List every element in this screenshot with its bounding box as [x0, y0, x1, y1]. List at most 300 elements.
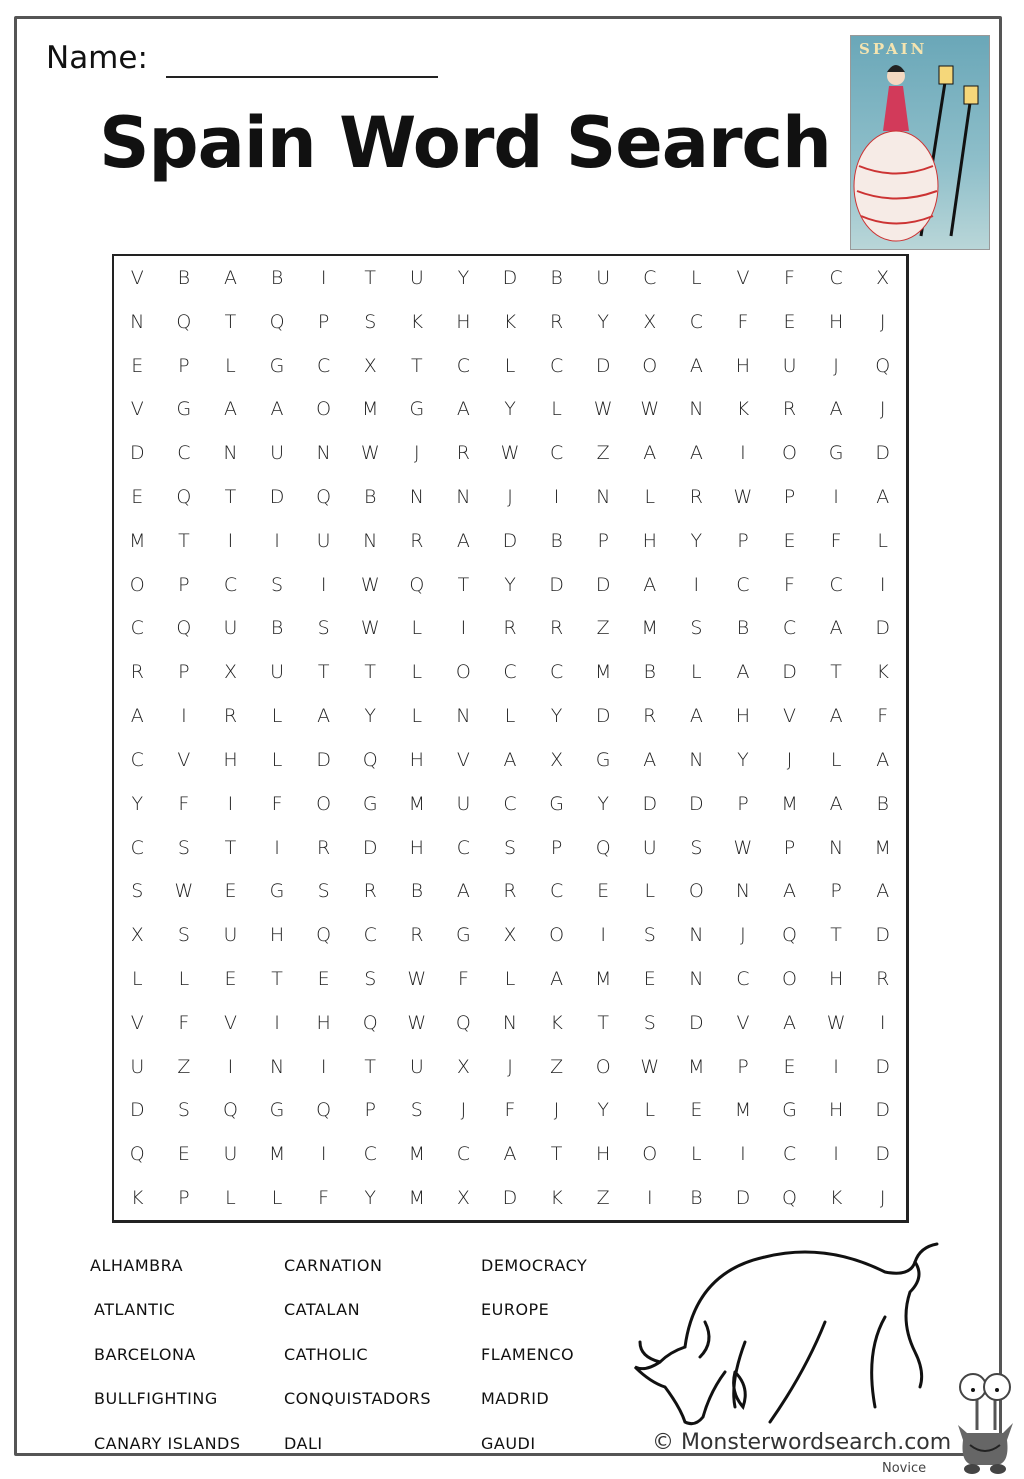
- grid-cell[interactable]: Y: [457, 266, 470, 289]
- grid-cell[interactable]: S: [271, 573, 284, 596]
- grid-cell[interactable]: N: [689, 967, 704, 990]
- grid-cell[interactable]: A: [223, 398, 237, 421]
- grid-cell[interactable]: T: [271, 967, 283, 990]
- grid-cell[interactable]: E: [783, 310, 796, 333]
- grid-cell[interactable]: Z: [177, 1055, 191, 1078]
- grid-cell[interactable]: T: [364, 661, 377, 684]
- grid-cell[interactable]: A: [689, 354, 703, 377]
- grid-cell[interactable]: D: [362, 836, 378, 859]
- grid-cell[interactable]: I: [274, 1011, 280, 1034]
- grid-cell[interactable]: C: [456, 354, 471, 377]
- grid-cell[interactable]: G: [269, 354, 285, 377]
- grid-cell[interactable]: R: [410, 529, 424, 552]
- grid-cell[interactable]: R: [549, 310, 564, 333]
- grid-cell[interactable]: T: [317, 661, 330, 684]
- grid-cell[interactable]: N: [456, 485, 471, 508]
- grid-cell[interactable]: K: [736, 398, 750, 421]
- grid-cell[interactable]: M: [408, 1187, 426, 1210]
- grid-cell[interactable]: O: [316, 792, 332, 815]
- grid-cell[interactable]: F: [178, 1011, 190, 1034]
- grid-cell[interactable]: V: [736, 266, 750, 289]
- grid-cell[interactable]: H: [409, 748, 424, 771]
- grid-cell[interactable]: E: [317, 967, 330, 990]
- grid-cell[interactable]: A: [643, 748, 657, 771]
- grid-cell[interactable]: G: [362, 792, 378, 815]
- grid-cell[interactable]: C: [456, 836, 471, 859]
- grid-cell[interactable]: Q: [129, 1143, 145, 1166]
- grid-cell[interactable]: U: [782, 354, 797, 377]
- grid-cell[interactable]: E: [643, 967, 656, 990]
- grid-cell[interactable]: V: [223, 1011, 237, 1034]
- grid-cell[interactable]: I: [320, 1055, 327, 1078]
- grid-cell[interactable]: H: [409, 836, 424, 859]
- grid-cell[interactable]: I: [879, 573, 886, 596]
- grid-cell[interactable]: W: [360, 617, 380, 640]
- grid-cell[interactable]: O: [455, 661, 471, 684]
- grid-cell[interactable]: A: [317, 705, 331, 728]
- grid-cell[interactable]: Q: [455, 1011, 471, 1034]
- grid-cell[interactable]: J: [879, 1187, 886, 1210]
- grid-cell[interactable]: Q: [409, 573, 425, 596]
- grid-cell[interactable]: U: [223, 617, 238, 640]
- grid-cell[interactable]: C: [782, 1143, 797, 1166]
- grid-cell[interactable]: D: [502, 266, 518, 289]
- grid-cell[interactable]: A: [643, 442, 657, 465]
- grid-cell[interactable]: A: [876, 748, 890, 771]
- grid-cell[interactable]: C: [130, 836, 144, 859]
- grid-cell[interactable]: Z: [596, 442, 610, 465]
- grid-cell[interactable]: M: [781, 792, 798, 815]
- grid-cell[interactable]: H: [223, 748, 238, 771]
- grid-cell[interactable]: G: [269, 880, 285, 903]
- grid-cell[interactable]: S: [690, 617, 703, 640]
- grid-cell[interactable]: D: [875, 1143, 891, 1166]
- grid-cell[interactable]: L: [504, 967, 516, 990]
- grid-cell[interactable]: Y: [550, 705, 563, 728]
- grid-cell[interactable]: T: [364, 1055, 377, 1078]
- grid-cell[interactable]: Q: [176, 617, 192, 640]
- grid-cell[interactable]: M: [408, 1143, 426, 1166]
- grid-cell[interactable]: A: [689, 442, 703, 465]
- grid-cell[interactable]: C: [456, 1143, 471, 1166]
- grid-cell[interactable]: S: [643, 1011, 656, 1034]
- grid-cell[interactable]: X: [876, 266, 890, 289]
- grid-cell[interactable]: X: [643, 310, 657, 333]
- grid-cell[interactable]: W: [360, 442, 380, 465]
- grid-cell[interactable]: S: [177, 924, 190, 947]
- grid-cell[interactable]: D: [549, 573, 564, 596]
- grid-cell[interactable]: K: [876, 661, 889, 684]
- grid-cell[interactable]: Y: [597, 792, 609, 815]
- grid-cell[interactable]: A: [456, 398, 470, 421]
- grid-cell[interactable]: X: [223, 661, 237, 684]
- grid-cell[interactable]: F: [877, 705, 889, 728]
- grid-cell[interactable]: J: [833, 354, 839, 377]
- grid-cell[interactable]: F: [271, 792, 283, 815]
- grid-cell[interactable]: N: [689, 924, 704, 947]
- grid-cell[interactable]: O: [316, 398, 332, 421]
- grid-cell[interactable]: H: [828, 1099, 844, 1122]
- grid-cell[interactable]: C: [549, 661, 564, 684]
- grid-cell[interactable]: R: [503, 617, 517, 640]
- grid-cell[interactable]: L: [691, 266, 702, 289]
- grid-cell[interactable]: J: [786, 748, 793, 771]
- grid-cell[interactable]: R: [317, 836, 331, 859]
- grid-cell[interactable]: N: [130, 310, 145, 333]
- grid-cell[interactable]: K: [131, 1187, 144, 1210]
- grid-cell[interactable]: S: [177, 1099, 190, 1122]
- word-search-grid[interactable]: [112, 254, 909, 1223]
- grid-cell[interactable]: Q: [782, 924, 797, 947]
- grid-cell[interactable]: R: [782, 398, 797, 421]
- grid-cell[interactable]: I: [227, 792, 234, 815]
- grid-cell[interactable]: I: [879, 1011, 886, 1034]
- grid-cell[interactable]: L: [178, 967, 190, 990]
- grid-cell[interactable]: R: [876, 967, 890, 990]
- grid-cell[interactable]: O: [782, 967, 797, 990]
- grid-cell[interactable]: B: [550, 266, 563, 289]
- grid-cell[interactable]: G: [549, 792, 564, 815]
- grid-cell[interactable]: N: [689, 398, 704, 421]
- grid-cell[interactable]: D: [129, 1099, 145, 1122]
- grid-cell[interactable]: Q: [362, 748, 378, 771]
- grid-cell[interactable]: Q: [176, 310, 192, 333]
- grid-cell[interactable]: I: [227, 529, 234, 552]
- grid-cell[interactable]: A: [223, 266, 237, 289]
- grid-cell[interactable]: H: [828, 310, 844, 333]
- grid-cell[interactable]: P: [830, 880, 842, 903]
- grid-cell[interactable]: V: [783, 705, 797, 728]
- grid-cell[interactable]: G: [456, 924, 471, 947]
- grid-cell[interactable]: W: [500, 442, 520, 465]
- grid-cell[interactable]: P: [597, 529, 609, 552]
- grid-cell[interactable]: J: [507, 485, 513, 508]
- grid-cell[interactable]: C: [829, 573, 843, 596]
- grid-cell[interactable]: Y: [504, 398, 516, 421]
- grid-cell[interactable]: I: [833, 1055, 839, 1078]
- grid-cell[interactable]: J: [879, 398, 886, 421]
- grid-cell[interactable]: L: [271, 705, 283, 728]
- grid-cell[interactable]: A: [643, 573, 657, 596]
- grid-cell[interactable]: B: [736, 617, 750, 640]
- grid-cell[interactable]: Q: [875, 354, 891, 377]
- grid-cell[interactable]: M: [688, 1055, 705, 1078]
- grid-cell[interactable]: D: [502, 529, 518, 552]
- grid-cell[interactable]: J: [414, 442, 420, 465]
- grid-cell[interactable]: U: [316, 529, 331, 552]
- grid-cell[interactable]: D: [689, 1011, 704, 1034]
- grid-cell[interactable]: P: [178, 573, 190, 596]
- grid-cell[interactable]: E: [783, 1055, 796, 1078]
- grid-cell[interactable]: X: [130, 924, 144, 947]
- grid-cell[interactable]: S: [317, 617, 330, 640]
- grid-cell[interactable]: N: [223, 442, 238, 465]
- grid-cell[interactable]: W: [407, 1011, 427, 1034]
- grid-cell[interactable]: T: [457, 573, 470, 596]
- grid-cell[interactable]: B: [410, 880, 424, 903]
- grid-cell[interactable]: M: [268, 1143, 286, 1166]
- grid-cell[interactable]: Y: [690, 529, 703, 552]
- grid-cell[interactable]: L: [225, 354, 236, 377]
- grid-cell[interactable]: O: [595, 1055, 611, 1078]
- grid-cell[interactable]: F: [784, 573, 795, 596]
- grid-cell[interactable]: H: [456, 310, 471, 333]
- grid-cell[interactable]: W: [174, 880, 194, 903]
- grid-cell[interactable]: B: [643, 661, 656, 684]
- grid-cell[interactable]: M: [594, 661, 612, 684]
- grid-cell[interactable]: W: [826, 1011, 846, 1034]
- grid-cell[interactable]: D: [875, 442, 891, 465]
- grid-cell[interactable]: X: [363, 354, 377, 377]
- grid-cell[interactable]: O: [688, 880, 704, 903]
- grid-cell[interactable]: K: [550, 1011, 563, 1034]
- grid-cell[interactable]: C: [363, 924, 377, 947]
- grid-cell[interactable]: W: [593, 398, 613, 421]
- grid-cell[interactable]: G: [176, 398, 192, 421]
- grid-cell[interactable]: H: [828, 967, 844, 990]
- grid-cell[interactable]: Z: [596, 1187, 610, 1210]
- grid-cell[interactable]: I: [181, 705, 187, 728]
- grid-cell[interactable]: N: [409, 485, 424, 508]
- name-input-line[interactable]: [166, 76, 438, 78]
- grid-cell[interactable]: F: [178, 792, 190, 815]
- grid-cell[interactable]: C: [223, 573, 238, 596]
- grid-cell[interactable]: U: [130, 1055, 145, 1078]
- grid-cell[interactable]: P: [737, 529, 749, 552]
- grid-cell[interactable]: I: [600, 924, 606, 947]
- grid-cell[interactable]: C: [130, 617, 144, 640]
- grid-cell[interactable]: T: [364, 266, 377, 289]
- grid-cell[interactable]: T: [597, 1011, 609, 1034]
- grid-cell[interactable]: C: [317, 354, 331, 377]
- grid-cell[interactable]: L: [644, 1099, 656, 1122]
- grid-cell[interactable]: N: [596, 485, 611, 508]
- grid-cell[interactable]: N: [689, 748, 704, 771]
- grid-cell[interactable]: M: [362, 398, 379, 421]
- grid-cell[interactable]: B: [270, 617, 284, 640]
- grid-cell[interactable]: I: [646, 1187, 653, 1210]
- grid-cell[interactable]: C: [736, 573, 750, 596]
- grid-cell[interactable]: S: [410, 1099, 423, 1122]
- grid-cell[interactable]: A: [270, 398, 284, 421]
- grid-cell[interactable]: N: [269, 1055, 285, 1078]
- grid-cell[interactable]: A: [503, 1143, 517, 1166]
- grid-cell[interactable]: H: [269, 924, 285, 947]
- grid-cell[interactable]: U: [642, 836, 657, 859]
- grid-cell[interactable]: Y: [597, 1099, 609, 1122]
- grid-cell[interactable]: N: [316, 442, 331, 465]
- grid-cell[interactable]: S: [364, 310, 377, 333]
- grid-cell[interactable]: X: [550, 748, 564, 771]
- grid-cell[interactable]: R: [223, 705, 238, 728]
- grid-cell[interactable]: E: [597, 880, 610, 903]
- grid-cell[interactable]: T: [411, 354, 423, 377]
- grid-cell[interactable]: N: [502, 1011, 518, 1034]
- grid-cell[interactable]: F: [830, 529, 842, 552]
- grid-cell[interactable]: N: [456, 705, 471, 728]
- grid-cell[interactable]: R: [410, 924, 424, 947]
- grid-cell[interactable]: A: [829, 398, 843, 421]
- grid-cell[interactable]: I: [227, 1055, 234, 1078]
- grid-cell[interactable]: C: [363, 1143, 377, 1166]
- grid-cell[interactable]: T: [830, 924, 842, 947]
- grid-cell[interactable]: H: [735, 705, 751, 728]
- grid-cell[interactable]: I: [740, 442, 746, 465]
- grid-cell[interactable]: Y: [131, 792, 144, 815]
- grid-cell[interactable]: J: [553, 1099, 560, 1122]
- grid-cell[interactable]: C: [689, 310, 703, 333]
- grid-cell[interactable]: Q: [362, 1011, 378, 1034]
- grid-cell[interactable]: J: [879, 310, 886, 333]
- grid-cell[interactable]: A: [783, 880, 797, 903]
- grid-cell[interactable]: Y: [504, 573, 516, 596]
- grid-cell[interactable]: A: [689, 705, 703, 728]
- grid-cell[interactable]: K: [410, 310, 424, 333]
- grid-cell[interactable]: L: [551, 398, 562, 421]
- grid-cell[interactable]: B: [876, 792, 889, 815]
- grid-cell[interactable]: U: [270, 661, 284, 684]
- grid-cell[interactable]: W: [733, 836, 753, 859]
- grid-cell[interactable]: S: [317, 880, 330, 903]
- grid-cell[interactable]: U: [223, 1143, 238, 1166]
- grid-cell[interactable]: L: [691, 661, 702, 684]
- grid-cell[interactable]: C: [782, 617, 797, 640]
- grid-cell[interactable]: I: [833, 1143, 839, 1166]
- grid-cell[interactable]: X: [503, 924, 517, 947]
- grid-cell[interactable]: Q: [269, 310, 285, 333]
- grid-cell[interactable]: P: [317, 310, 330, 333]
- grid-cell[interactable]: C: [177, 442, 191, 465]
- grid-cell[interactable]: D: [595, 705, 611, 728]
- grid-cell[interactable]: W: [640, 398, 660, 421]
- grid-cell[interactable]: S: [131, 880, 144, 903]
- grid-cell[interactable]: A: [829, 792, 843, 815]
- grid-cell[interactable]: A: [456, 529, 470, 552]
- grid-cell[interactable]: P: [737, 1055, 749, 1078]
- grid-cell[interactable]: G: [409, 398, 425, 421]
- grid-cell[interactable]: Z: [550, 1055, 564, 1078]
- grid-cell[interactable]: R: [643, 705, 657, 728]
- grid-cell[interactable]: M: [408, 792, 426, 815]
- grid-cell[interactable]: D: [129, 442, 145, 465]
- grid-cell[interactable]: M: [594, 967, 612, 990]
- grid-cell[interactable]: E: [783, 529, 796, 552]
- grid-cell[interactable]: A: [876, 485, 890, 508]
- grid-cell[interactable]: C: [549, 442, 564, 465]
- grid-cell[interactable]: T: [830, 661, 842, 684]
- grid-cell[interactable]: C: [736, 967, 750, 990]
- grid-cell[interactable]: T: [224, 485, 237, 508]
- grid-cell[interactable]: P: [783, 836, 796, 859]
- grid-cell[interactable]: L: [411, 617, 423, 640]
- grid-cell[interactable]: Q: [595, 836, 611, 859]
- grid-cell[interactable]: C: [643, 266, 657, 289]
- grid-cell[interactable]: D: [875, 924, 891, 947]
- grid-cell[interactable]: A: [783, 1011, 797, 1034]
- grid-cell[interactable]: P: [737, 792, 749, 815]
- grid-cell[interactable]: W: [640, 1055, 660, 1078]
- grid-cell[interactable]: Q: [316, 1099, 332, 1122]
- grid-cell[interactable]: I: [320, 573, 327, 596]
- grid-cell[interactable]: T: [224, 836, 237, 859]
- grid-cell[interactable]: C: [503, 661, 517, 684]
- grid-cell[interactable]: I: [740, 1143, 746, 1166]
- grid-cell[interactable]: F: [504, 1099, 516, 1122]
- grid-cell[interactable]: L: [225, 1187, 236, 1210]
- grid-cell[interactable]: R: [689, 485, 703, 508]
- grid-cell[interactable]: S: [643, 924, 656, 947]
- grid-cell[interactable]: B: [364, 485, 377, 508]
- grid-cell[interactable]: I: [320, 1143, 327, 1166]
- grid-cell[interactable]: R: [456, 442, 470, 465]
- grid-cell[interactable]: V: [456, 748, 470, 771]
- grid-cell[interactable]: Q: [316, 485, 332, 508]
- grid-cell[interactable]: S: [690, 836, 703, 859]
- grid-cell[interactable]: R: [130, 661, 144, 684]
- grid-cell[interactable]: T: [178, 529, 190, 552]
- grid-cell[interactable]: U: [409, 266, 424, 289]
- grid-cell[interactable]: D: [595, 573, 611, 596]
- grid-cell[interactable]: A: [829, 617, 843, 640]
- grid-cell[interactable]: Q: [222, 1099, 238, 1122]
- grid-cell[interactable]: J: [740, 924, 746, 947]
- grid-cell[interactable]: D: [595, 354, 611, 377]
- grid-cell[interactable]: P: [550, 836, 563, 859]
- grid-cell[interactable]: S: [503, 836, 517, 859]
- grid-cell[interactable]: U: [596, 266, 611, 289]
- grid-cell[interactable]: Y: [737, 748, 749, 771]
- grid-cell[interactable]: J: [507, 1055, 513, 1078]
- grid-cell[interactable]: F: [318, 1187, 330, 1210]
- grid-cell[interactable]: H: [642, 529, 657, 552]
- grid-cell[interactable]: S: [364, 967, 377, 990]
- grid-cell[interactable]: A: [829, 705, 843, 728]
- grid-cell[interactable]: I: [274, 836, 280, 859]
- grid-cell[interactable]: F: [784, 266, 795, 289]
- grid-cell[interactable]: U: [456, 792, 471, 815]
- grid-cell[interactable]: X: [456, 1055, 470, 1078]
- grid-cell[interactable]: H: [316, 1011, 331, 1034]
- grid-cell[interactable]: L: [504, 354, 516, 377]
- grid-cell[interactable]: M: [129, 529, 146, 552]
- grid-cell[interactable]: P: [783, 485, 796, 508]
- grid-cell[interactable]: P: [178, 354, 190, 377]
- grid-cell[interactable]: Q: [316, 924, 332, 947]
- grid-cell[interactable]: C: [549, 880, 564, 903]
- grid-cell[interactable]: L: [271, 1187, 283, 1210]
- grid-cell[interactable]: W: [360, 573, 380, 596]
- grid-cell[interactable]: B: [550, 529, 563, 552]
- grid-cell[interactable]: L: [411, 705, 423, 728]
- grid-cell[interactable]: L: [271, 748, 283, 771]
- grid-cell[interactable]: B: [690, 1187, 703, 1210]
- grid-cell[interactable]: M: [874, 836, 891, 859]
- grid-cell[interactable]: E: [224, 967, 237, 990]
- grid-cell[interactable]: I: [553, 485, 560, 508]
- grid-cell[interactable]: G: [269, 1099, 285, 1122]
- grid-cell[interactable]: J: [460, 1099, 467, 1122]
- grid-cell[interactable]: L: [830, 748, 842, 771]
- grid-cell[interactable]: C: [549, 354, 564, 377]
- grid-cell[interactable]: P: [178, 661, 190, 684]
- grid-cell[interactable]: O: [549, 924, 565, 947]
- grid-cell[interactable]: D: [875, 1055, 891, 1078]
- grid-cell[interactable]: Y: [364, 1187, 377, 1210]
- grid-cell[interactable]: H: [596, 1143, 611, 1166]
- grid-cell[interactable]: G: [595, 748, 611, 771]
- grid-cell[interactable]: L: [691, 1143, 702, 1166]
- grid-cell[interactable]: I: [693, 573, 700, 596]
